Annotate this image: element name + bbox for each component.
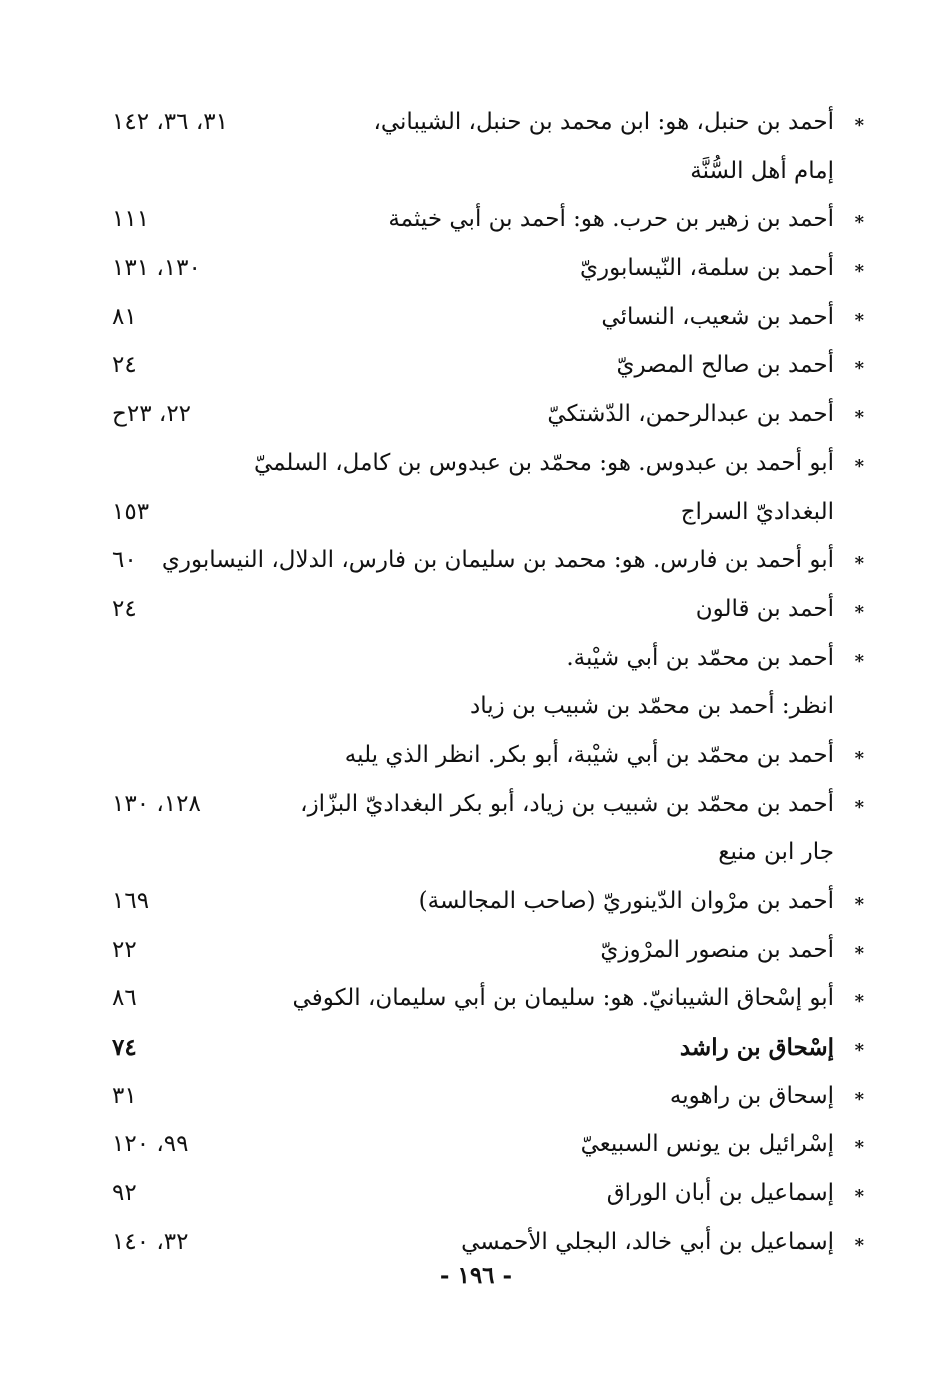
index-entry [0,736,952,785]
entry-page-refs: ٩٩، ١٢٠ [112,1131,189,1158]
entry-name: أحمد بن عبدالرحمن، الدّشتكيّ [547,401,834,428]
index-entry [0,979,952,1028]
index-entry [0,493,952,542]
index-entry [0,346,952,395]
entry-bullet: * [854,261,864,283]
entry-name: أحمد بن صالح المصريّ [616,352,834,379]
entry-name: أحمد بن محمّد بن أبي شيْبة. [566,644,834,671]
entry-page-refs: ١٦٩ [112,888,150,914]
entry-bullet: * [854,894,864,915]
entry-bullet: * [854,407,864,429]
index-entry [0,103,952,152]
entry-name: إسماعيل بن أبي خالد، البجلي الأحمسي [461,1228,834,1255]
entry-name: إسماعيل بن أبان الوراق [606,1180,834,1207]
entry-page-refs: ٨٦ [112,985,137,1012]
entry-page-refs: ١٥٣ [112,498,150,525]
entry-bullet: * [854,553,864,575]
entry-name: أحمد بن حنبل، هو: ابن محمد بن حنبل، الشيباني، [373,109,834,135]
entry-page-refs: ٧٤ [112,1034,137,1062]
index-entry [0,931,952,980]
entry-name: أحمد بن محمّد بن أبي شيْبة، أبو بكر. انظر الذي يليه [344,741,834,768]
entry-name: أبو أحمد بن فارس. هو: محمد بن سليمان بن فارس، الدلال، النيسابوري [161,547,834,574]
entry-page-refs: ٣١ [112,1082,137,1109]
index-entry [0,200,952,249]
index-entry [0,639,952,688]
page-number: - ١٩٦ - [439,1262,513,1289]
entry-bullet: * [854,1040,864,1062]
entry-bullet: * [854,1088,864,1110]
entry-page-refs: ٢٤ [112,352,137,379]
entry-bullet: * [854,358,864,380]
entry-name: أحمد بن سلمة، النّيسابوريّ [580,255,834,282]
index-entries [0,103,952,1272]
index-entry [0,590,952,639]
entry-page-refs: ٢٤ [112,595,137,622]
entry-name: أحمد بن شعيب، النسائي [601,303,834,330]
entry-bullet: * [854,796,864,818]
entry-page-refs: ٦٠ [112,547,137,574]
entry-name: إسحاق بن راهويه [669,1082,834,1109]
index-entry [0,152,952,201]
index-entry [0,1028,952,1077]
entry-bullet: * [854,1186,864,1208]
entry-page-refs: ١٣٠، ١٣١ [112,255,201,282]
entry-page-refs: ٣١، ٣٦، ١٤٢ [112,109,228,135]
entry-bullet: * [854,601,864,623]
entry-name: أحمد بن محمّد بن شبيب بن زياد، أبو بكر البغداديّ البزّاز، [300,790,834,817]
entry-name: إسْرائيل بن يونس السبيعيّ [580,1131,834,1158]
entry-page-refs: ١١١ [112,206,150,233]
entry-bullet: * [854,650,864,672]
entry-name: أبو أحمد بن عبدوس. هو: محمّد بن عبدوس بن كامل، السلميّ [253,449,834,476]
entry-bullet: * [854,1234,864,1256]
index-entry [0,444,952,493]
entry-name: إمام أهل السُّنَّة [690,157,834,184]
entry-name: أحمد بن قالون [695,595,834,622]
index-entry [0,298,952,347]
entry-name: أحمد بن منصور المرْوزيّ [600,936,834,963]
index-entry [0,687,952,736]
entry-bullet: * [854,115,864,136]
entry-bullet: * [854,747,864,769]
index-entry [0,1174,952,1223]
entry-bullet: * [854,991,864,1013]
entry-page-refs: ٣٢، ١٤٠ [112,1228,189,1255]
entry-name: انظر: أحمد بن محمّد بن شبيب بن زياد [469,693,834,720]
index-entry [0,1077,952,1126]
entry-name: إسْحاق بن راشد [679,1034,834,1062]
index-entry [0,541,952,590]
entry-bullet: * [854,212,864,234]
entry-page-refs: ٨١ [112,303,137,330]
index-entry [0,249,952,298]
entry-name: جار ابن منيع [718,839,834,866]
entry-bullet: * [854,455,864,477]
entry-page-refs: ١٢٨، ١٣٠ [112,790,201,817]
index-entry [0,395,952,444]
entry-bullet: * [854,942,864,964]
index-entry [0,833,952,882]
index-entry [0,1125,952,1174]
entry-page-refs: ٩٢ [112,1180,137,1207]
entry-page-refs: ٢٢ [112,936,137,963]
entry-bullet: * [854,1137,864,1159]
entry-name: أحمد بن زهير بن حرب. هو: أحمد بن أبي خيثمة [388,206,834,233]
entry-bullet: * [854,309,864,331]
entry-name: البغداديّ السراج [680,498,834,525]
entry-name: أبو إسْحاق الشيبانيّ. هو: سليمان بن أبي سليمان، الكوفي [292,985,834,1012]
index-entry [0,785,952,834]
entry-name: أحمد بن مرْوان الدّينوريّ (صاحب المجالسة) [418,888,834,914]
index-entry [0,882,952,931]
entry-page-refs: ٢٢، ٢٣ح [112,401,192,428]
